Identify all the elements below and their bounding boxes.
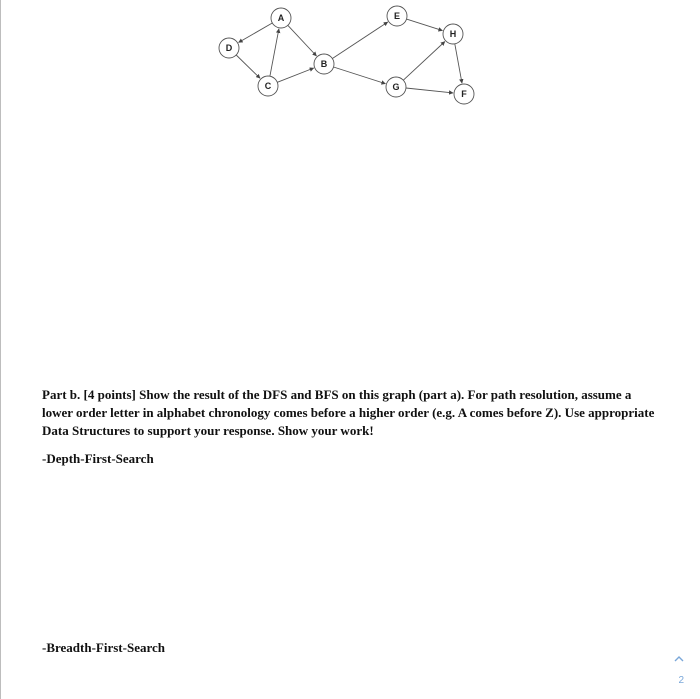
graph-edge-b-e — [332, 22, 387, 59]
graph-node-label: D — [225, 43, 233, 53]
directed-graph-figure — [210, 0, 490, 110]
graph-node-c — [258, 76, 278, 96]
graph-edge-e-h — [407, 19, 443, 31]
graph-node-label: C — [264, 81, 272, 91]
graph-node-a — [271, 8, 291, 28]
graph-edge-g-f — [406, 88, 453, 93]
graph-node-d — [219, 38, 239, 58]
dfs-heading: -Depth-First-Search — [42, 451, 154, 466]
chevron-up-icon[interactable] — [672, 652, 686, 666]
graph-edge-b-g — [334, 67, 386, 84]
bfs-heading: -Breadth-First-Search — [42, 640, 165, 655]
graph-node-label: E — [393, 11, 401, 21]
graph-node-g — [386, 77, 406, 97]
page-number: 2 — [678, 675, 684, 686]
question-text: Part b. [4 points] Show the result of the DFS and BFS on this graph (part a). For path resolution, assume a lower order letter in alphabet chronology comes before a higher order (e.g. A comes before Z). Use appropriate Data Structures to support your response. Show your work! — [42, 387, 655, 438]
page-edge-divider — [0, 0, 1, 699]
graph-edge-a-b — [288, 25, 317, 56]
graph-node-label: A — [277, 13, 285, 23]
graph-node-b — [314, 54, 334, 74]
graph-node-h — [443, 24, 463, 44]
graph-edge-d-c — [236, 55, 260, 78]
graph-node-e — [387, 6, 407, 26]
graph-node-label: B — [320, 59, 328, 69]
graph-edge-a-d — [239, 23, 273, 43]
graph-edge-g-h — [403, 42, 445, 81]
graph-edge-h-f — [455, 44, 462, 83]
graph-edge-c-a — [270, 29, 279, 76]
graph-node-label: H — [449, 29, 457, 39]
graph-node-label: F — [461, 89, 467, 99]
graph-node-label: G — [392, 82, 400, 92]
graph-node-f — [454, 84, 474, 104]
graph-edge-c-b — [277, 68, 314, 82]
